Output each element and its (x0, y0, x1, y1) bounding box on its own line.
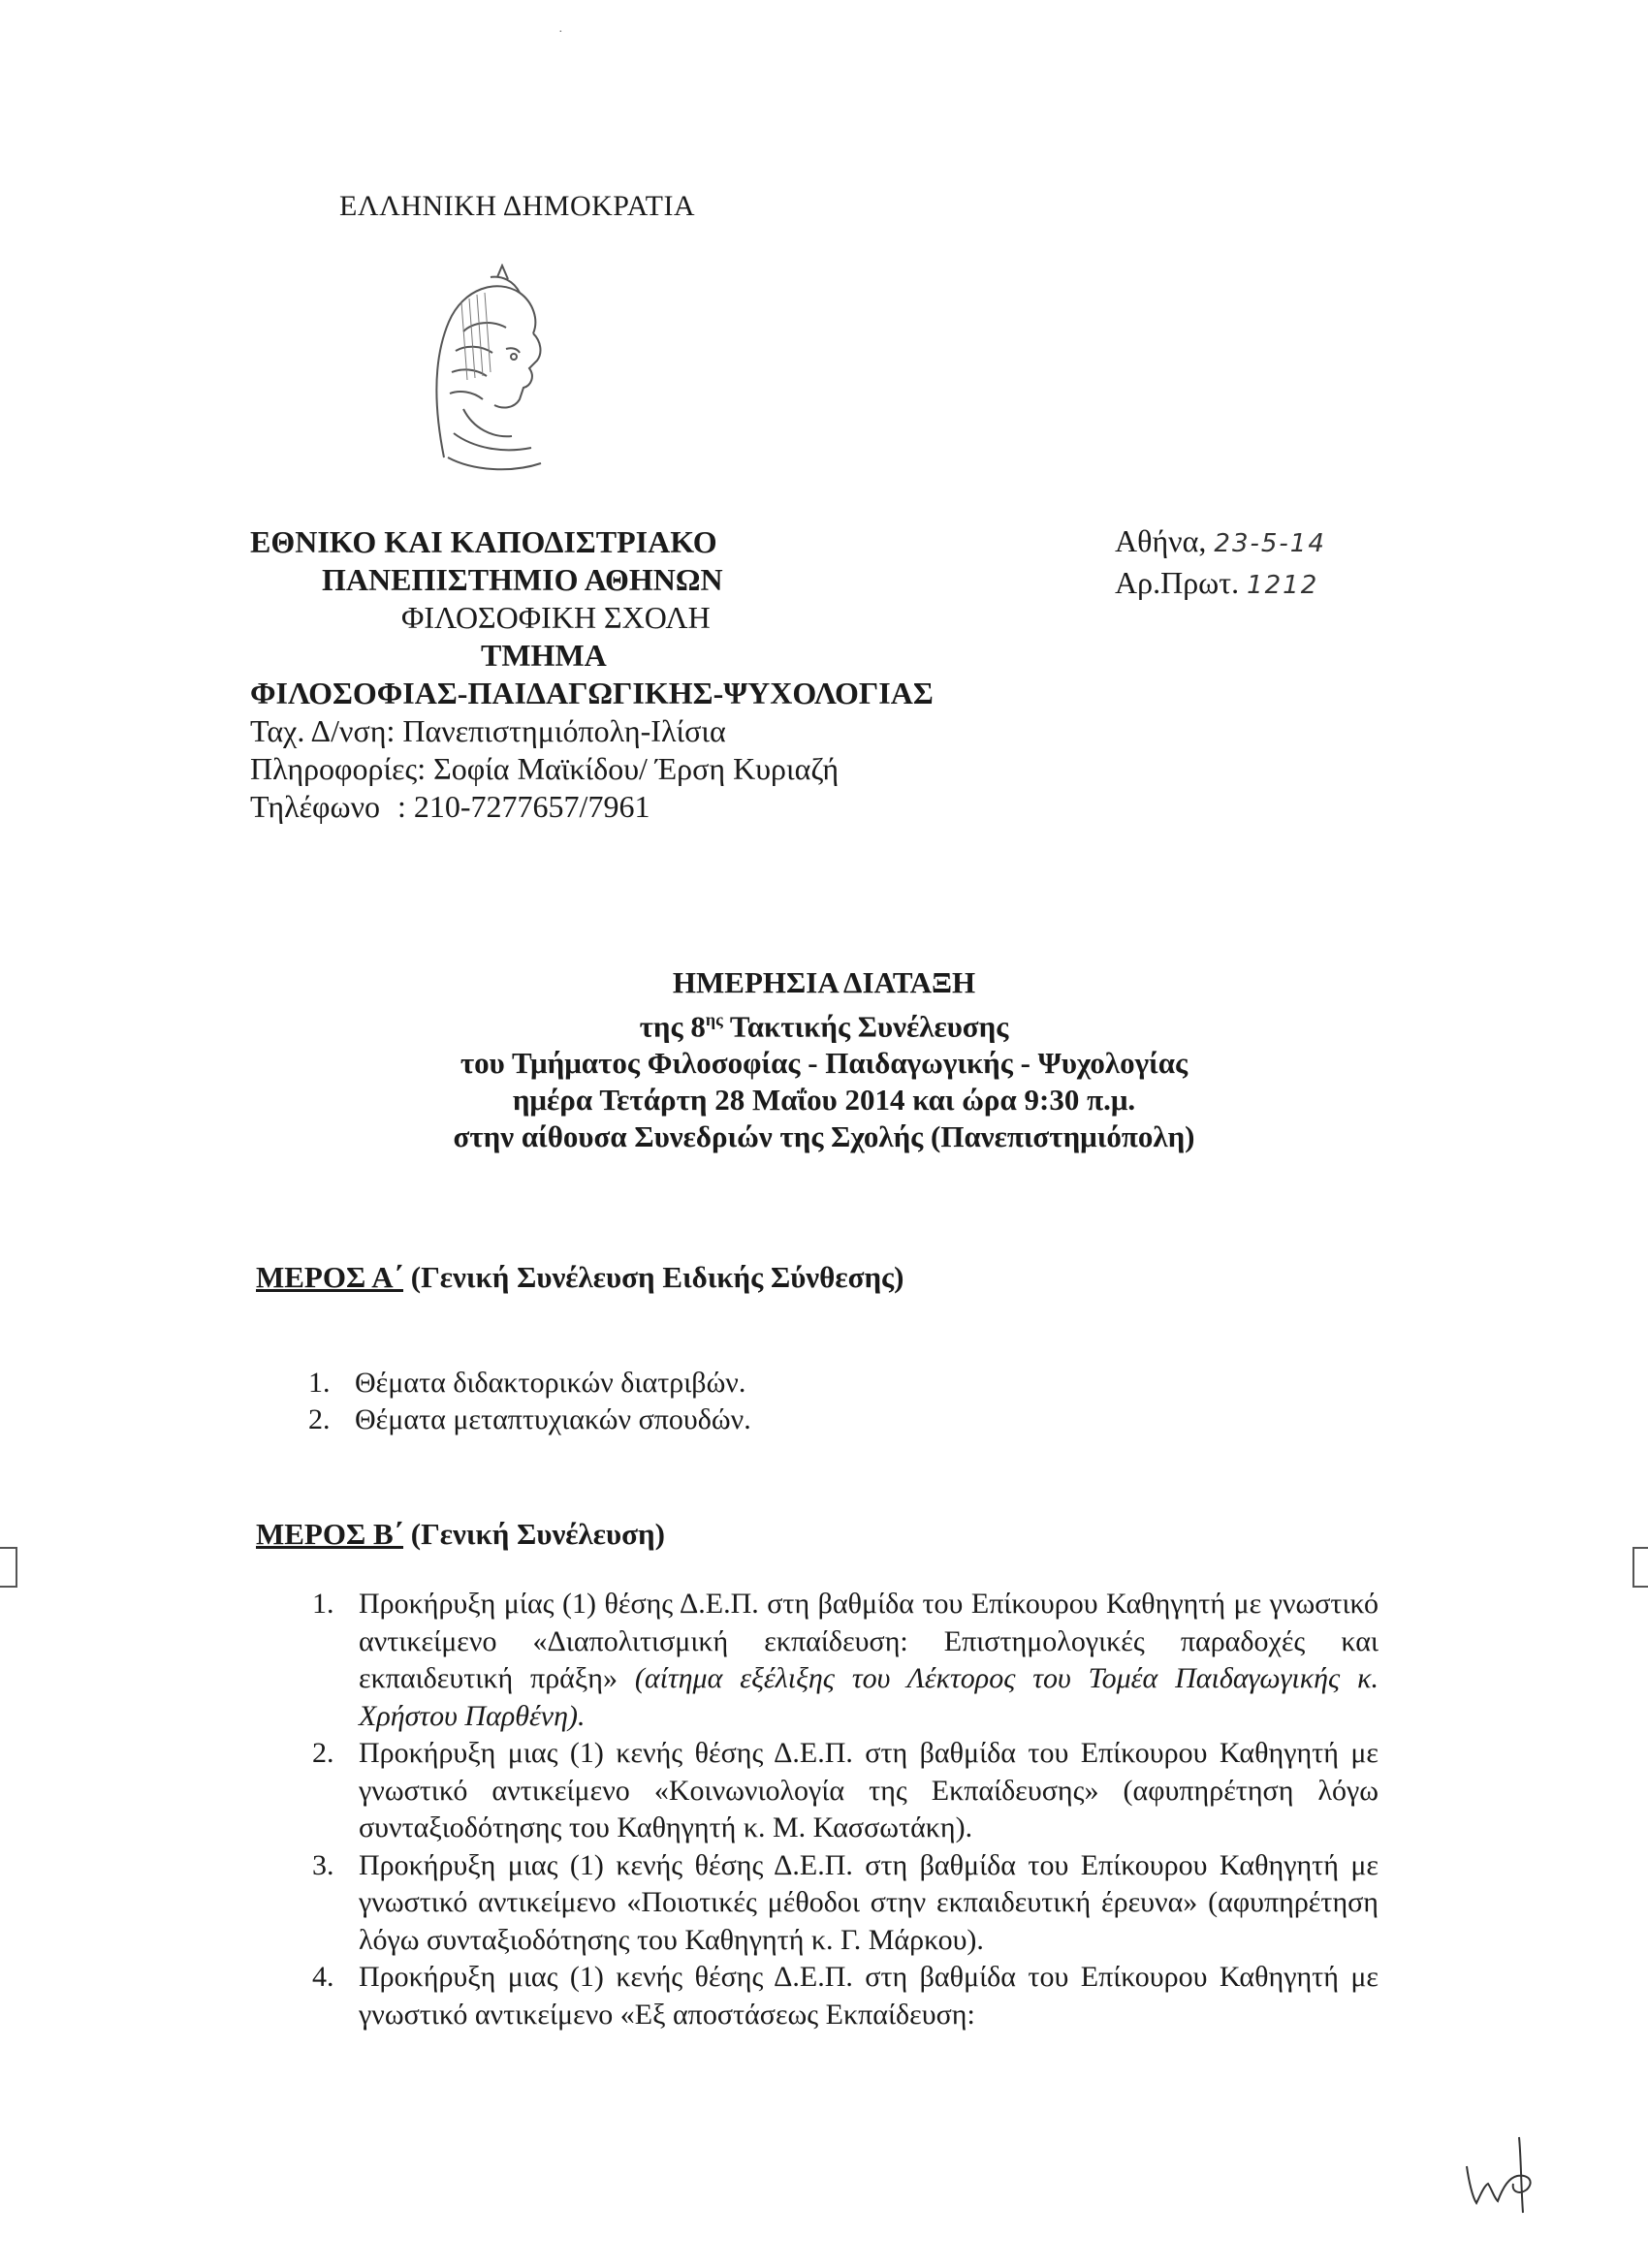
department-label: ΤΜΗΜΑ (481, 638, 607, 673)
university-name-line1: ΕΘΝΙΚΟ ΚΑΙ ΚΑΠΟΔΙΣΤΡΙΑΚΟ (250, 524, 717, 559)
list-item: 2. Θέματα μεταπτυχιακών σπουδών. (308, 1403, 751, 1435)
sender-block (250, 523, 987, 826)
school-name: ΦΙΛΟΣΟΦΙΚΗ ΣΧΟΛΗ (401, 600, 711, 635)
binder-clip-right (1632, 1547, 1648, 1588)
part-a-subtitle: (Γενική Συνέλευση Ειδικής Σύνθεσης) (403, 1260, 904, 1294)
agenda-datetime: ημέρα Τετάρτη 28 Μαΐου 2014 και ώρα 9:30 π.μ. (512, 1083, 1136, 1118)
agenda-session: της $8^{\eta\varsigma}$ Τακτικής Συνέλευσης (639, 1009, 1009, 1044)
phone-value: : 210-7277657/7961 (397, 789, 650, 824)
protocol-line (1115, 563, 1326, 605)
handwritten-initials-icon (1459, 2127, 1566, 2215)
country-heading: ΕΛΛΗΝΙΚΗ ΔΗΜΟΚΡΑΤΙΑ (339, 190, 696, 222)
part-b-title: ΜΕΡΟΣ Β΄ (256, 1517, 404, 1551)
list-item: 2. Προκήρυξη μιας (1) κενής θέσης Δ.Ε.Π. στη βαθμίδα του Επίκουρου Καθηγητή με γνωστικό αντικείμενο «Κοινωνιολογία της Εκπαίδευσης» (αφυπηρέτηση λόγω συνταξιοδότησης του Καθηγητή κ. Μ. Κασσωτάκη). (312, 1737, 1379, 1843)
date-line (1115, 521, 1326, 563)
handwritten-protocol-number: 1212 (1247, 571, 1319, 600)
binder-clip-left (0, 1547, 17, 1588)
phone-label: Τηλέφωνο (250, 789, 381, 824)
agenda-venue: στην αίθουσα Συνεδριών της Σχολής (Πανεπιστημιόπολη) (453, 1119, 1195, 1154)
list-item: 4. Προκήρυξη μιας (1) κενής θέσης Δ.Ε.Π. στη βαθμίδα του Επίκουρου Καθηγητή με γνωστικό αντικείμενο «Εξ αποστάσεως Εκπαίδευση: (312, 1961, 1379, 2031)
postal-address: Ταχ. Δ/νση: Πανεπιστημιόπολη-Ιλίσια (250, 713, 726, 748)
list-item: 3. Προκήρυξη μιας (1) κενής θέσης Δ.Ε.Π. στη βαθμίδα του Επίκουρου Καθηγητή με γνωστικό αντικείμενο «Ποιοτικές μέθοδοι στην εκπαιδευτική έρευνα» (αφυπηρέτηση λόγω συνταξιοδότησης του Καθηγητή κ. Γ. Μάρκου). (312, 1848, 1379, 1956)
place-label: Αθήνα, (1115, 523, 1207, 558)
part-a-list (308, 1365, 751, 1438)
part-a-heading (256, 1260, 903, 1295)
part-a-title: ΜΕΡΟΣ Α΄ (256, 1260, 404, 1294)
phone-line (250, 788, 987, 826)
university-name-line2: ΠΑΝΕΠΙΣΤΗΜΙΟ ΑΘΗΝΩΝ (322, 562, 723, 597)
agenda-department: του Τμήματος Φιλοσοφίας - Παιδαγωγικής - Ψυχολογίας (460, 1046, 1188, 1081)
athena-emblem-icon (405, 264, 560, 479)
scan-speck: · (558, 25, 563, 40)
list-item: 1. Θέματα διδακτορικών διατριβών. (308, 1367, 746, 1399)
document-meta (1115, 521, 1326, 605)
department-name: ΦΙΛΟΣΟΦΙΑΣ-ΠΑΙΔΑΓΩΓΙΚΗΣ-ΨΥΧΟΛΟΓΙΑΣ (250, 676, 934, 710)
protocol-label: Αρ.Πρωτ. (1115, 565, 1240, 600)
part-b-heading (256, 1517, 665, 1552)
handwritten-date: 23-5-14 (1214, 529, 1326, 558)
part-b-list (312, 1586, 1379, 2033)
contact-info: Πληροφορίες: Σοφία Μαϊκίδου/ Έρση Κυριαζή (250, 751, 840, 786)
agenda-title: ΗΜΕΡΗΣΙΑ ΔΙΑΤΑΞΗ (672, 965, 976, 999)
list-item: 1. Προκήρυξη μίας (1) θέσης Δ.Ε.Π. στη βαθμίδα του Επίκουρου Καθηγητή με γνωστικό αντικείμενο «Διαπολιτισμική εκπαίδευση: Επιστημολογικές παραδοχές και εκπαιδευτική πράξη» (αίτημα εξέλιξης του Λέκτορος του Τομέα Παιδαγωγικής κ. Χρήστου Παρθένη). (312, 1588, 1379, 1732)
agenda-heading (291, 964, 1357, 1155)
part-b-subtitle: (Γενική Συνέλευση) (403, 1517, 665, 1551)
